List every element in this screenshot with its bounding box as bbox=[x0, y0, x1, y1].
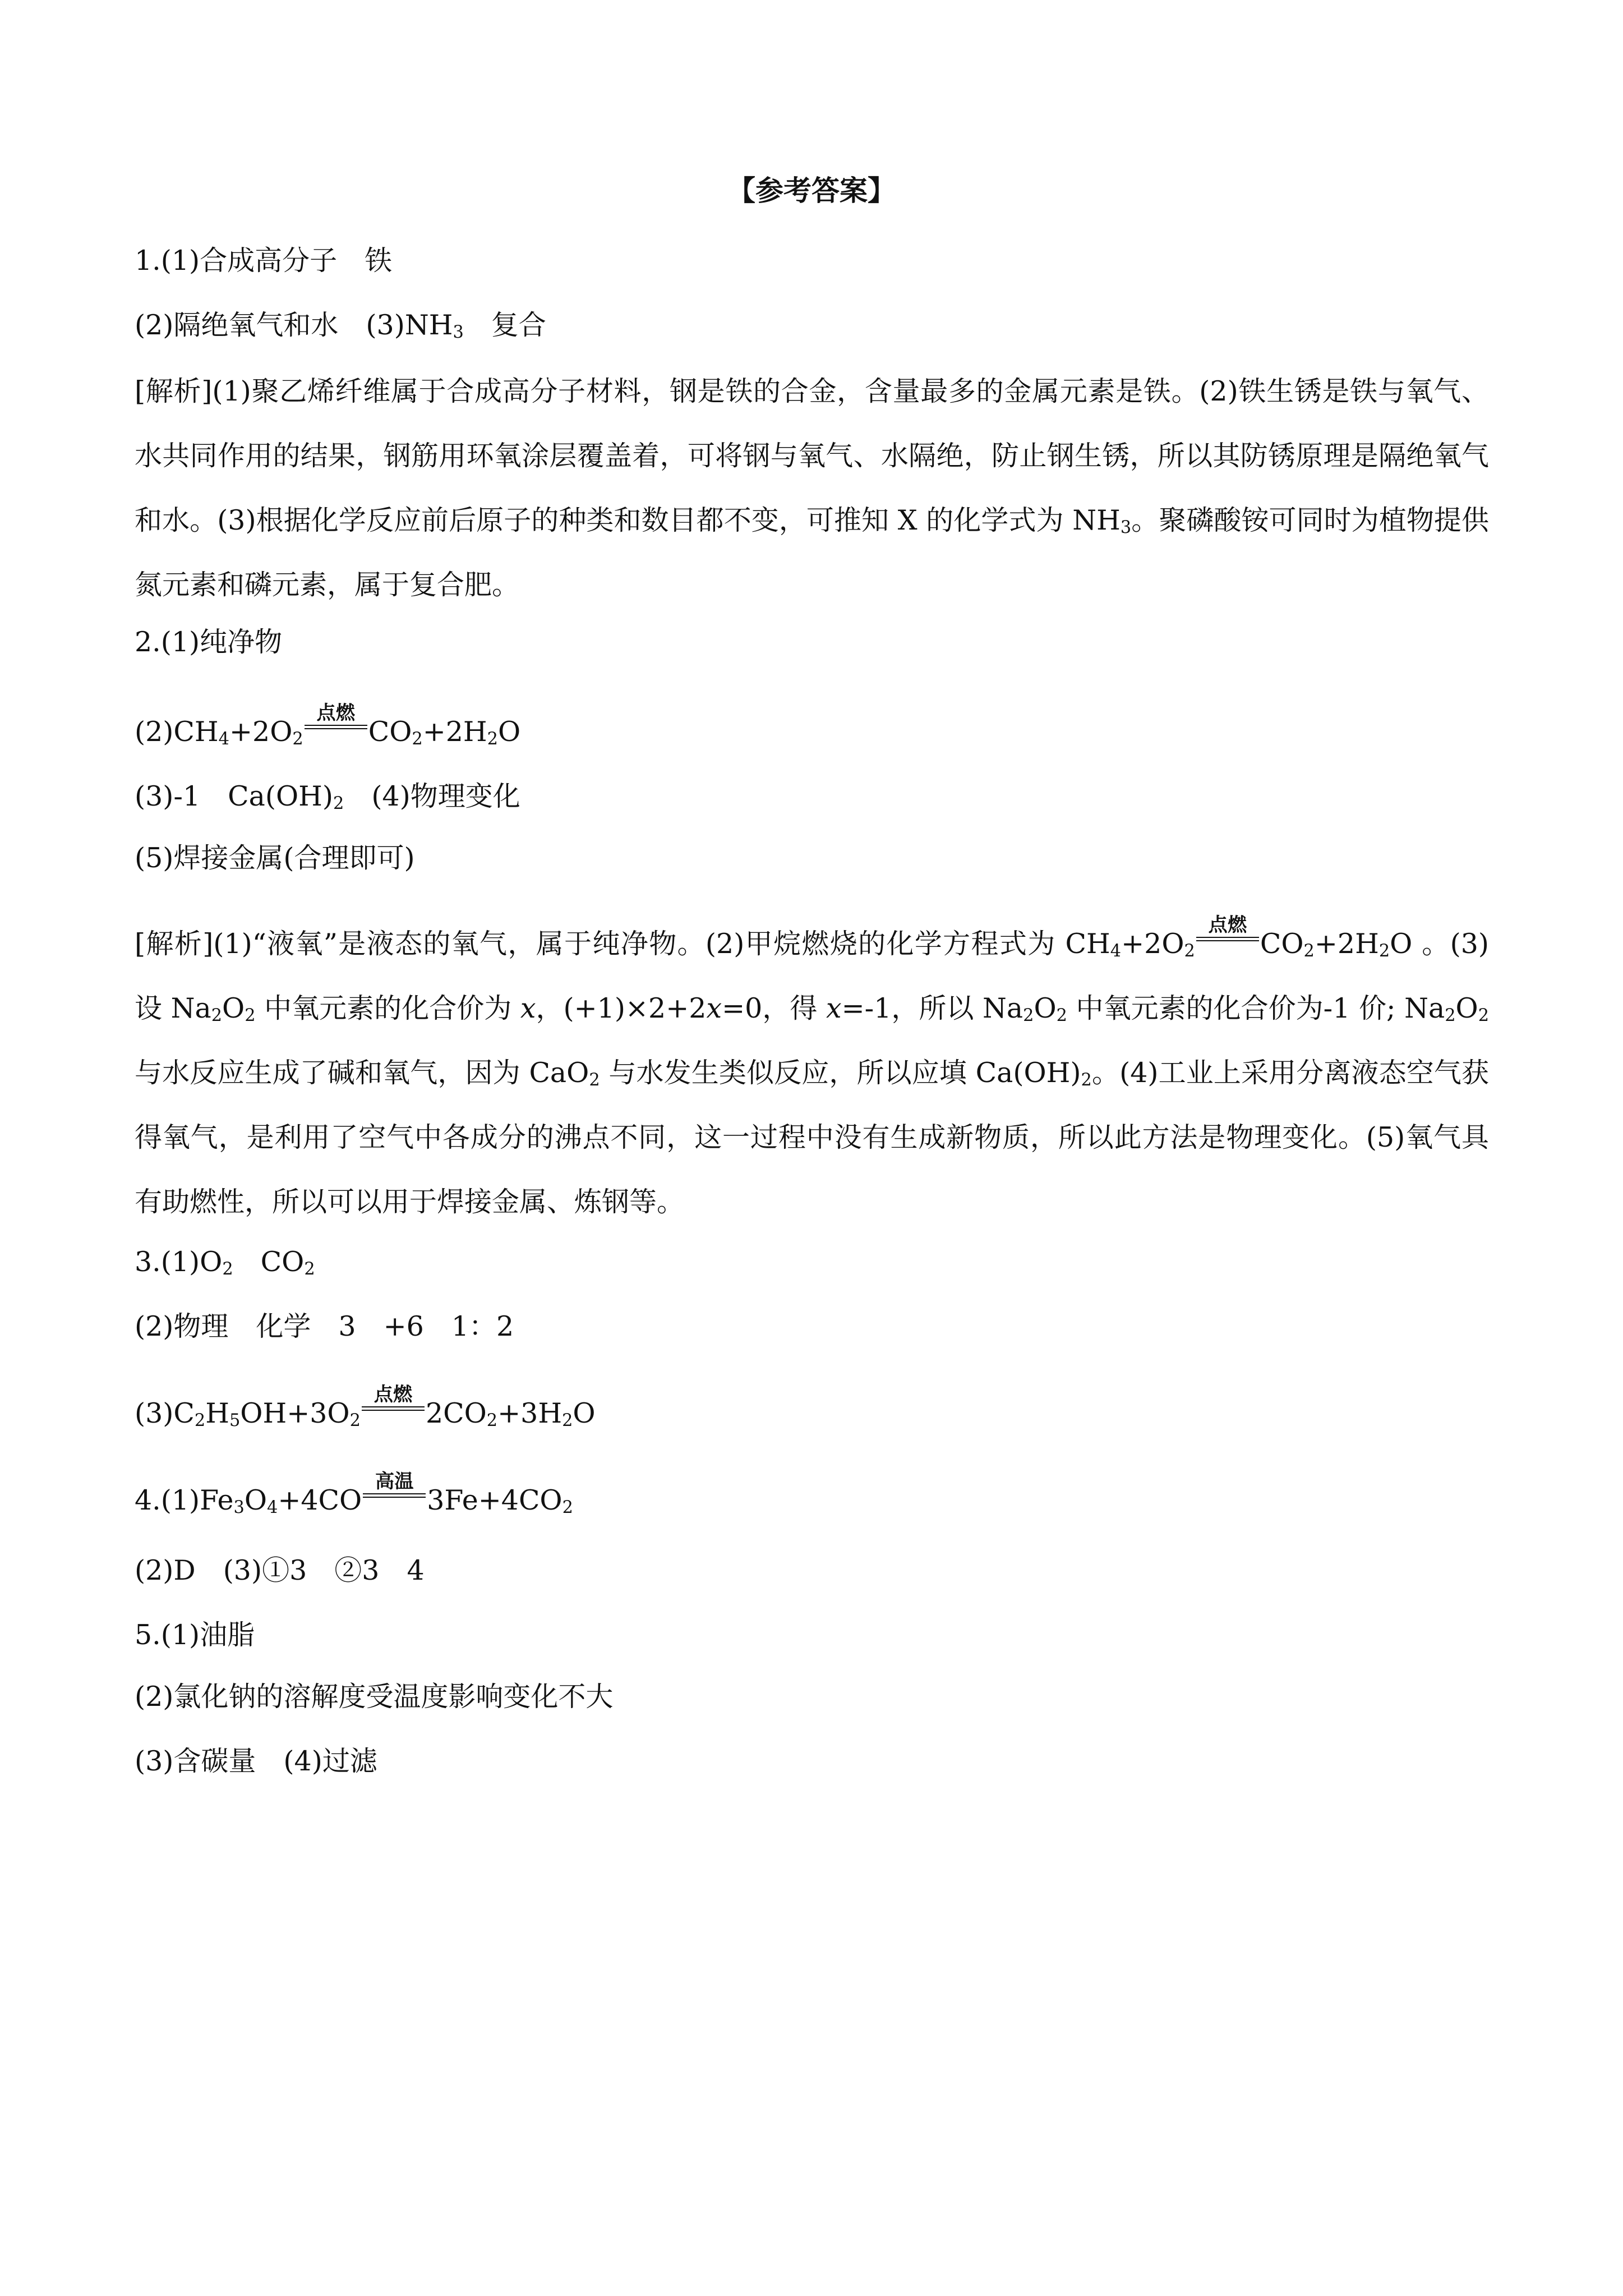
q3-answer-line-1: $3.(1)O_2$ $CO_2$ bbox=[135, 1246, 315, 1280]
q3-equation-line: $(3)C_2H_5OH+3O_2$ 点燃 $2CO_2+3H_2O$ bbox=[135, 1383, 596, 1431]
high-temperature-condition-sign: 高温 bbox=[363, 1482, 426, 1510]
q4-equation-line: $4.(1)Fe_3O_4+4CO$ 高温 $3Fe+4CO_2$ bbox=[135, 1470, 573, 1518]
q1-analysis: [解析](1)聚乙烯纤维属于合成高分子材料，钢是铁的合金，含量最多的金属元素是铁。(2)铁生锈是铁与氧气、水共同作用的结果，钢筋用环氧涂层覆盖着，可将钢与氧气、水隔绝，防止钢生锈，所以其防锈原理是隔绝氧气和水。(3)根据化学反应前后原子的种类和数目都不变，可推知 X 的化学式为 $NH_3$。聚磷酸铵可同时为植物提供氮元素和磷元素，属于复合肥。 bbox=[135, 375, 1489, 601]
q4-answer-line-2: (2)D (3)①3 ②3 4 bbox=[135, 1554, 425, 1586]
ignite-condition-sign: 点燃 bbox=[1196, 926, 1259, 953]
q2-answer-line-4: (5)焊接金属(合理即可) bbox=[135, 842, 415, 874]
q2-answer-line-1: 2.(1)纯净物 bbox=[135, 626, 283, 658]
q3-answer-line-2: (2)物理 化学 3 +6 1：2 bbox=[135, 1310, 514, 1342]
q2-answer-line-3: (3)-1 $Ca(OH)_2$ (4)物理变化 bbox=[135, 780, 520, 814]
ignite-condition-sign: 点燃 bbox=[362, 1395, 425, 1423]
page-title: 【参考答案】 bbox=[727, 174, 896, 207]
q5-answer-line-2: (2)氯化钠的溶解度受温度影响变化不大 bbox=[135, 1681, 614, 1713]
q1-answer-line-1: 1.(1)合成高分子 铁 bbox=[135, 245, 393, 277]
q1-answer-line-2: (2)隔绝氧气和水 $(3)NH_3$ 复合 bbox=[135, 309, 546, 343]
ignite-condition-sign: 点燃 bbox=[305, 714, 367, 741]
q5-answer-line-3: (3)含碳量 (4)过滤 bbox=[135, 1745, 377, 1777]
q5-answer-line-1: 5.(1)油脂 bbox=[135, 1619, 255, 1651]
q2-equation-line: $(2)CH_4+2O_2$ 点燃 $CO_2+2H_2O$ bbox=[135, 702, 521, 749]
q2-analysis: [解析](1)“液氧”是液态的氧气，属于纯净物。(2)甲烷燃烧的化学方程式为 $CH_4+2O_2$ 点燃 $CO_2+2H_2O$ 。(3)设 $Na_2O_2$ 中氧元素的化合价为 x，(+1)×2+2x=0，得 x=-1，所以 $Na_2O_2$ 中氧元素的化合价为-1 价; $Na_2O_2$ 与水反应生成了碱和氧气，因为 CaO$_2$ 与水发生类似反应，所以应填 $Ca(OH)_2$。(4)工业上采用分离液态空气获得氧气，是利用了空气中各成分的沸点不同，这一过程中没有生成新物质，所以此方法是物理变化。(5)氧气具有助燃性，所以可以用于焊接金属、炼钢等。 bbox=[135, 914, 1490, 1218]
